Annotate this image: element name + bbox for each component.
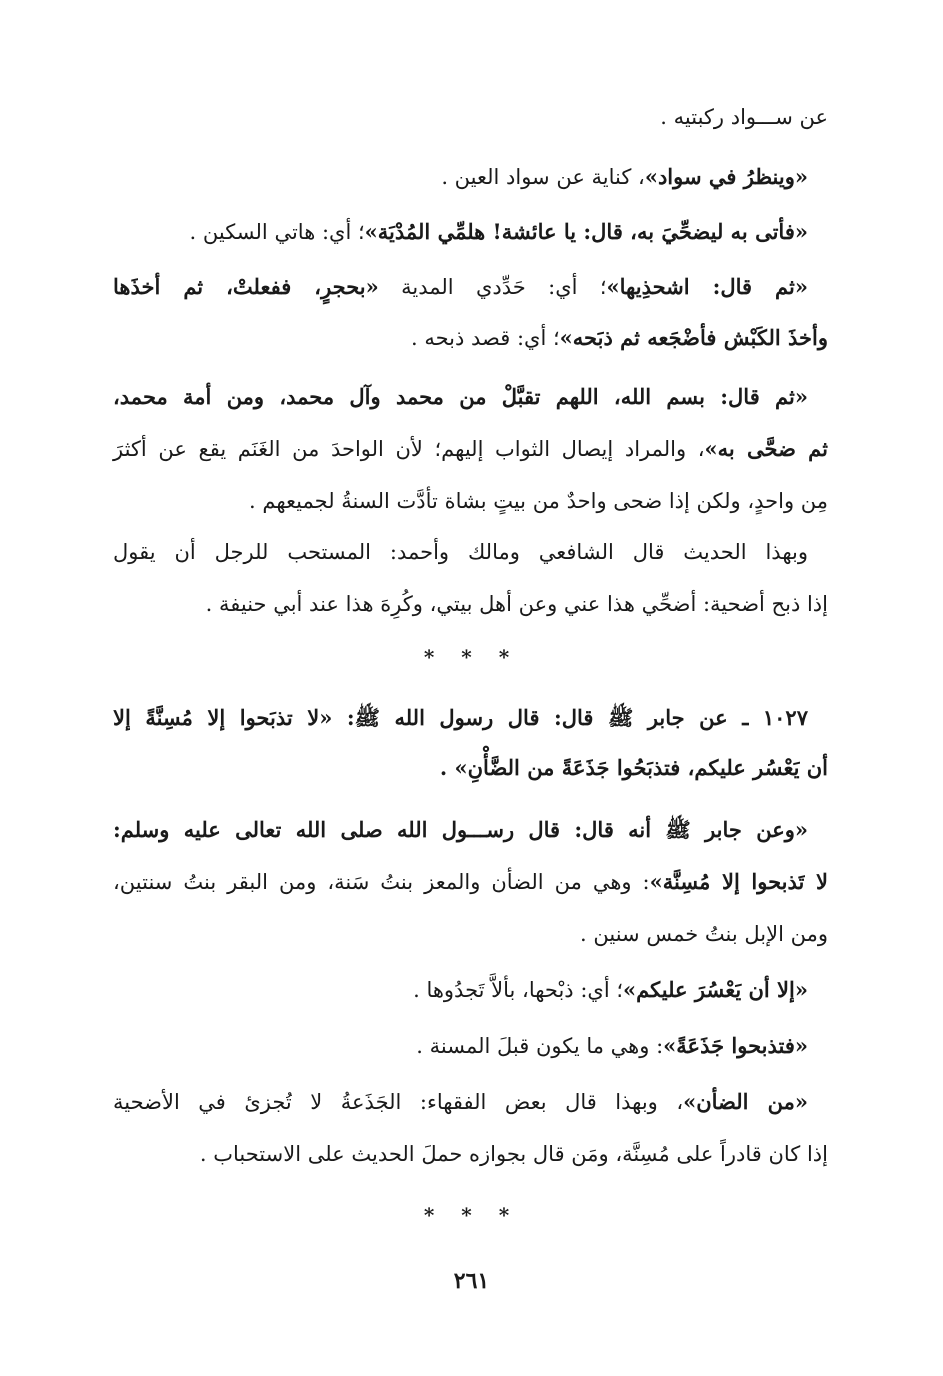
bold-text-segment: «ثم قال: اشحذِيها» — [606, 274, 808, 299]
text-line — [113, 579, 828, 629]
text-segment: ، وبهذا قال بعض الفقهاء: الجَذَعةُ لا تُجزئ في الأضحية — [113, 1090, 684, 1114]
text-line — [113, 527, 808, 577]
text-segment: : وهي من الضأن والمعز بنتُ سَنة، ومن البقر بنتُ سنتين، — [113, 870, 650, 894]
bold-text-segment: «من الضأن» — [683, 1089, 809, 1114]
text-segment: ؛ أي: حَدِّدي المدية — [378, 275, 607, 299]
bold-text-segment: «وعن جابر ﷺ أنه قال: قال رســـول الله صلى الله تعالى عليه وسلم: — [113, 817, 808, 842]
text-segment: عن ســـواد ركبتيه . — [660, 105, 828, 129]
text-line — [113, 965, 808, 1015]
text-line — [113, 424, 828, 474]
bold-text-segment: وأخذَ الكَبْش فأضْجَعه ثم ذبَحه» — [559, 325, 828, 350]
bold-text-segment: «فتذبحوا جَذَعَةً» — [663, 1033, 808, 1058]
text-line — [113, 476, 828, 526]
text-line — [113, 262, 808, 312]
text-segment: ، والمراد إيصال الثواب إليهم؛ لأن الواحدَ من الغَنَم يقع عن أكثرَ — [113, 437, 705, 461]
text-line — [113, 92, 828, 142]
text-segment: إذا كان قادراً على مُسِنَّة، ومَن قال بجوازه حملَ الحديث على الاستحباب . — [199, 1142, 828, 1166]
bold-text-segment: «إلا أن يَعْسُرَ عليكم» — [623, 977, 808, 1002]
text-line — [113, 857, 828, 907]
text-line — [113, 1021, 808, 1071]
text-segment: مِن واحدٍ، ولكن إذا ضحى واحدٌ من بيتٍ بشاة تأدَّت السنةُ لجميعهم . — [249, 489, 828, 513]
text-segment: وبهذا الحديث قال الشافعي ومالك وأحمد: المستحب للرجل أن يقول — [113, 540, 808, 564]
text-line — [113, 805, 808, 855]
text-segment: ، كناية عن سواد العين . — [441, 165, 645, 189]
text-segment: إذا ذبح أضحية: أضحِّي هذا عني وعن أهل بيتي، وكُرِهَ هذا عند أبي حنيفة . — [205, 592, 828, 616]
text-segment: ومن الإبل بنتُ خمس سنين . — [580, 922, 828, 946]
text-line — [113, 693, 808, 743]
bold-text-segment: أن يَعْسُر عليكم، فتذبَحُوا جَذَعَةً من الضَّأْنِ» . — [439, 755, 828, 780]
text-segment: ؛ أي: ذبْحها، بألاَّ تَجدُوها . — [413, 978, 624, 1002]
section-separator: * * * — [423, 1203, 520, 1227]
text-segment: ؛ أي: قصد ذبحه . — [410, 326, 560, 350]
text-line — [113, 909, 828, 959]
page-number: ٢٦١ — [453, 1268, 490, 1294]
bold-text-segment: «ثم قال: بسم الله، اللهم تقبَّلْ من محمد وآل محمد، ومن أمة محمد، — [113, 384, 808, 409]
bold-text-segment: «فأتى به ليضحِّيَ به، قال: يا عائشة! هلمِّي المُدْيَة» — [364, 219, 808, 244]
text-line — [113, 207, 808, 257]
text-line — [113, 1077, 808, 1127]
text-line — [113, 743, 828, 793]
text-line — [113, 152, 808, 202]
bold-text-segment: لا تَذبحوا إلا مُسِنَّة» — [649, 869, 828, 894]
section-separator: * * * — [423, 645, 520, 669]
bold-text-segment: ثم ضحَّى به» — [704, 436, 828, 461]
text-line — [113, 313, 828, 363]
text-line — [113, 1129, 828, 1179]
text-line — [113, 372, 808, 422]
text-segment: ؛ أي: هاتي السكين . — [189, 220, 365, 244]
text-segment: : وهي ما يكون قبلَ المسنة . — [416, 1034, 664, 1058]
bold-text-segment: ١٠٢٧ ـ عن جابر ﷺ قال: قال رسول الله ﷺ: «لا تذبَحوا إلا مُسِنَّةً إلا — [113, 705, 808, 730]
bold-text-segment: «وينظرُ في سواد» — [644, 164, 808, 189]
bold-text-segment: «بحجرٍ، ففعلتْ، ثم أخذَها — [113, 274, 379, 299]
